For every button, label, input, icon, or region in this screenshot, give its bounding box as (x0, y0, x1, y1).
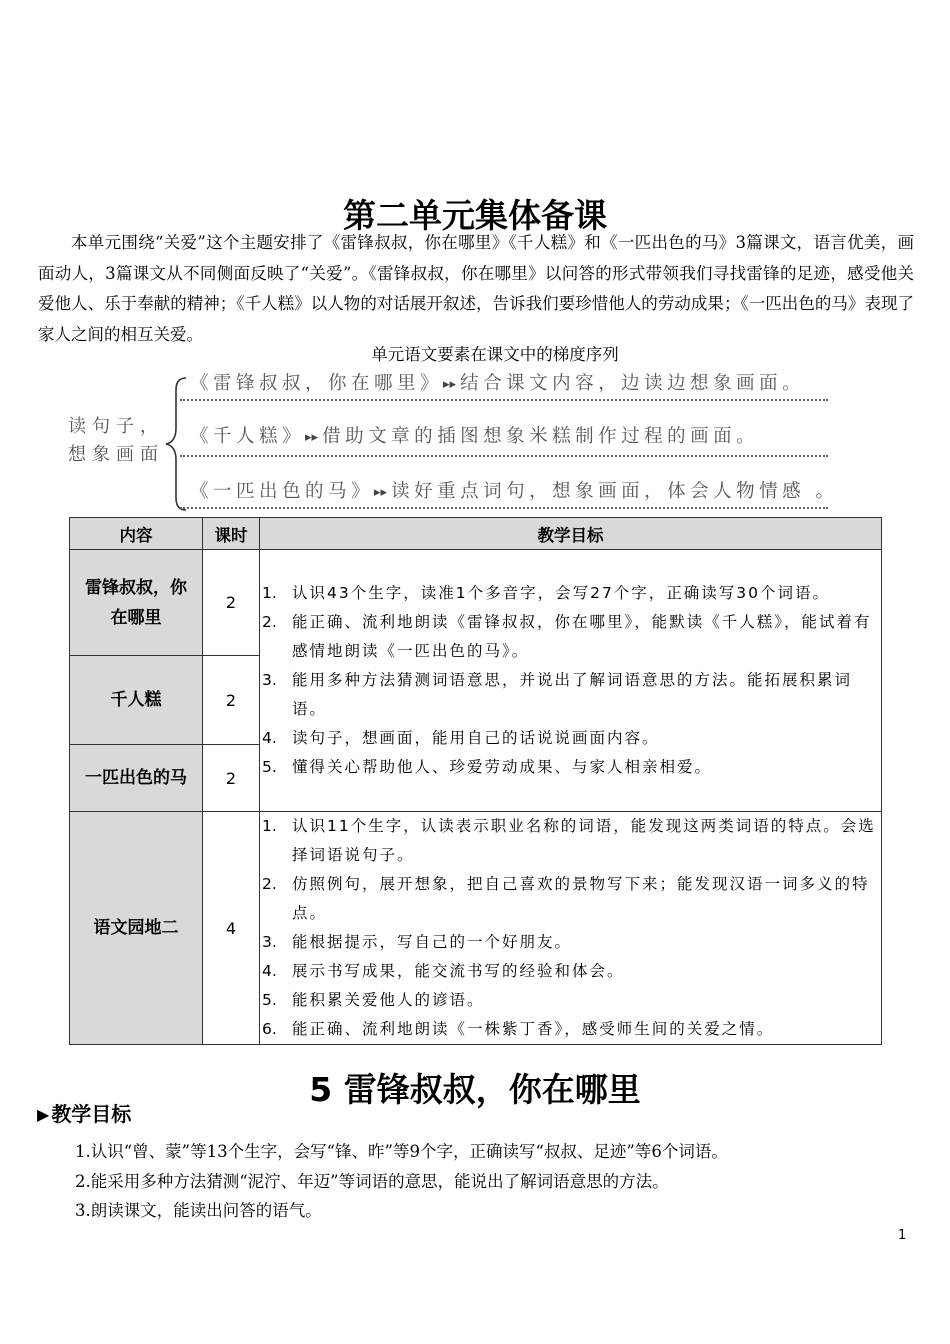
lesson-hours: 2 (203, 745, 260, 812)
diagram-row-3 (190, 480, 838, 505)
goals-list (260, 579, 881, 782)
goal-item: 6. 能正确、流利地朗读《一株紫丁香》，感受师生间的关爱之情。 (262, 1020, 775, 1038)
goal-item: 3. 能根据提示，写自己的一个好朋友。 (262, 933, 573, 951)
lesson-hours: 4 (203, 812, 260, 1045)
goal-item: 2. 能正确、流利地朗读《雷锋叔叔，你在哪里》，能默读《千人糕》，能试着有感情地朗读《一匹出色的马》。 (262, 613, 872, 660)
dotted-divider (180, 455, 828, 457)
diagram-row-lesson: 《雷锋叔叔，你在哪里》 (190, 373, 444, 394)
lesson-name: 雷锋叔叔，你在哪里 (70, 550, 203, 656)
diagram-row-text: 借助文章的插图想象米糕制作过程的画面。 (322, 426, 760, 447)
table-row (70, 812, 882, 1045)
diagram-label (68, 413, 168, 469)
goal-item: 4. 读句子，想画面，能用自己的话说说画面内容。 (262, 729, 660, 747)
objective-item: 2.能采用多种方法猜测“泥泞、年迈”等词语的意思，能说出了解词语意思的方法。 (75, 1171, 669, 1191)
diagram-row-1 (190, 372, 805, 397)
goals-cell (260, 550, 882, 812)
objective-item: 1.认识“曾、蒙”等13个生字，会写“锋、昨”等9个字，正确读写“叔叔、足迹”等6个词语。 (75, 1142, 728, 1161)
goal-item: 5. 能积累关爱他人的谚语。 (262, 991, 485, 1009)
intro-paragraph: 本单元围绕“关爱”这个主题安排了《雷锋叔叔，你在哪里》《千人糕》和《一匹出色的马》3篇课文，语言优美，画面动人，3篇课文从不同侧面反映了“关爱”。《雷锋叔叔，你在哪里》以问答的形式带领我们寻找雷锋的足迹，感受他关爱他人、乐于奉献的精神；《千人糕》以人物的对话展开叙述，告诉我们要珍惜他人的劳动成果；《一匹出色的马》表现了家人之间的相互关爱。 (38, 233, 914, 344)
goal-item: 5. 懂得关心帮助他人、珍爱劳动成果、与家人相亲相爱。 (262, 758, 713, 776)
lesson-hours: 2 (203, 550, 260, 656)
triangle-right-icon: ▶ (37, 1105, 50, 1124)
goals-cell (260, 812, 882, 1045)
dotted-divider (180, 399, 828, 401)
double-arrow-icon: ▸▸ (374, 485, 388, 500)
lesson-title: 5 雷锋叔叔，你在哪里 (309, 1070, 641, 1110)
unit-title: 第二单元集体备课 (343, 196, 607, 236)
diagram-row-text: 读好重点词句，想象画面，体会人物情感 。 (391, 481, 839, 502)
lesson-hours: 2 (203, 656, 260, 745)
lesson-name: 语文园地二 (70, 812, 203, 1045)
table-header-row (70, 518, 882, 550)
diagram-label-line1: 读句子， (68, 416, 164, 437)
diagram-row-lesson: 《千人糕》 (190, 426, 306, 447)
dotted-divider (180, 507, 828, 509)
goal-item: 4. 展示书写成果，能交流书写的经验和体会。 (262, 962, 625, 980)
lesson-name: 一匹出色的马 (70, 745, 203, 812)
section-title: 教学目标 (51, 1102, 132, 1126)
objective-item: 3.朗读课文，能读出问答的语气。 (75, 1201, 322, 1220)
diagram-row-text: 结合课文内容，边读边想象画面。 (460, 373, 806, 394)
header-content: 内容 (70, 518, 203, 550)
goal-item: 1. 认识11个生字，认读表示职业名称的词语，能发现这两类词语的特点。会选择词语说句子。 (262, 817, 876, 864)
diagram-row-lesson: 《一匹出色的马》 (190, 481, 375, 502)
objectives-list (75, 1137, 915, 1226)
diagram-row-2 (190, 425, 759, 450)
curly-brace-icon (160, 376, 190, 512)
page-number: 1 (898, 1228, 907, 1243)
lesson-plan-table (69, 517, 882, 1045)
goal-item: 1. 认识43个生字，读准1个多音字，会写27个字，正确读写30个词语。 (262, 584, 831, 602)
table-row (70, 550, 882, 656)
diagram-label-line2: 想象画面 (68, 444, 164, 465)
diagram-caption: 单元语文要素在课文中的梯度序列 (371, 345, 619, 364)
header-hours: 课时 (203, 518, 260, 550)
section-heading (37, 1098, 131, 1131)
goal-item: 2. 仿照例句，展开想象，把自己喜欢的景物写下来；能发现汉语一词多义的特点。 (262, 875, 870, 922)
double-arrow-icon: ▸▸ (305, 430, 319, 445)
goal-item: 3. 能用多种方法猜测词语意思，并说出了解词语意思的方法。能拓展积累词语。 (262, 671, 853, 718)
unit-intro (38, 228, 914, 350)
lesson-name: 千人糕 (70, 656, 203, 745)
goals-list (260, 812, 881, 1044)
header-goals: 教学目标 (260, 518, 882, 550)
double-arrow-icon: ▸▸ (443, 377, 457, 392)
